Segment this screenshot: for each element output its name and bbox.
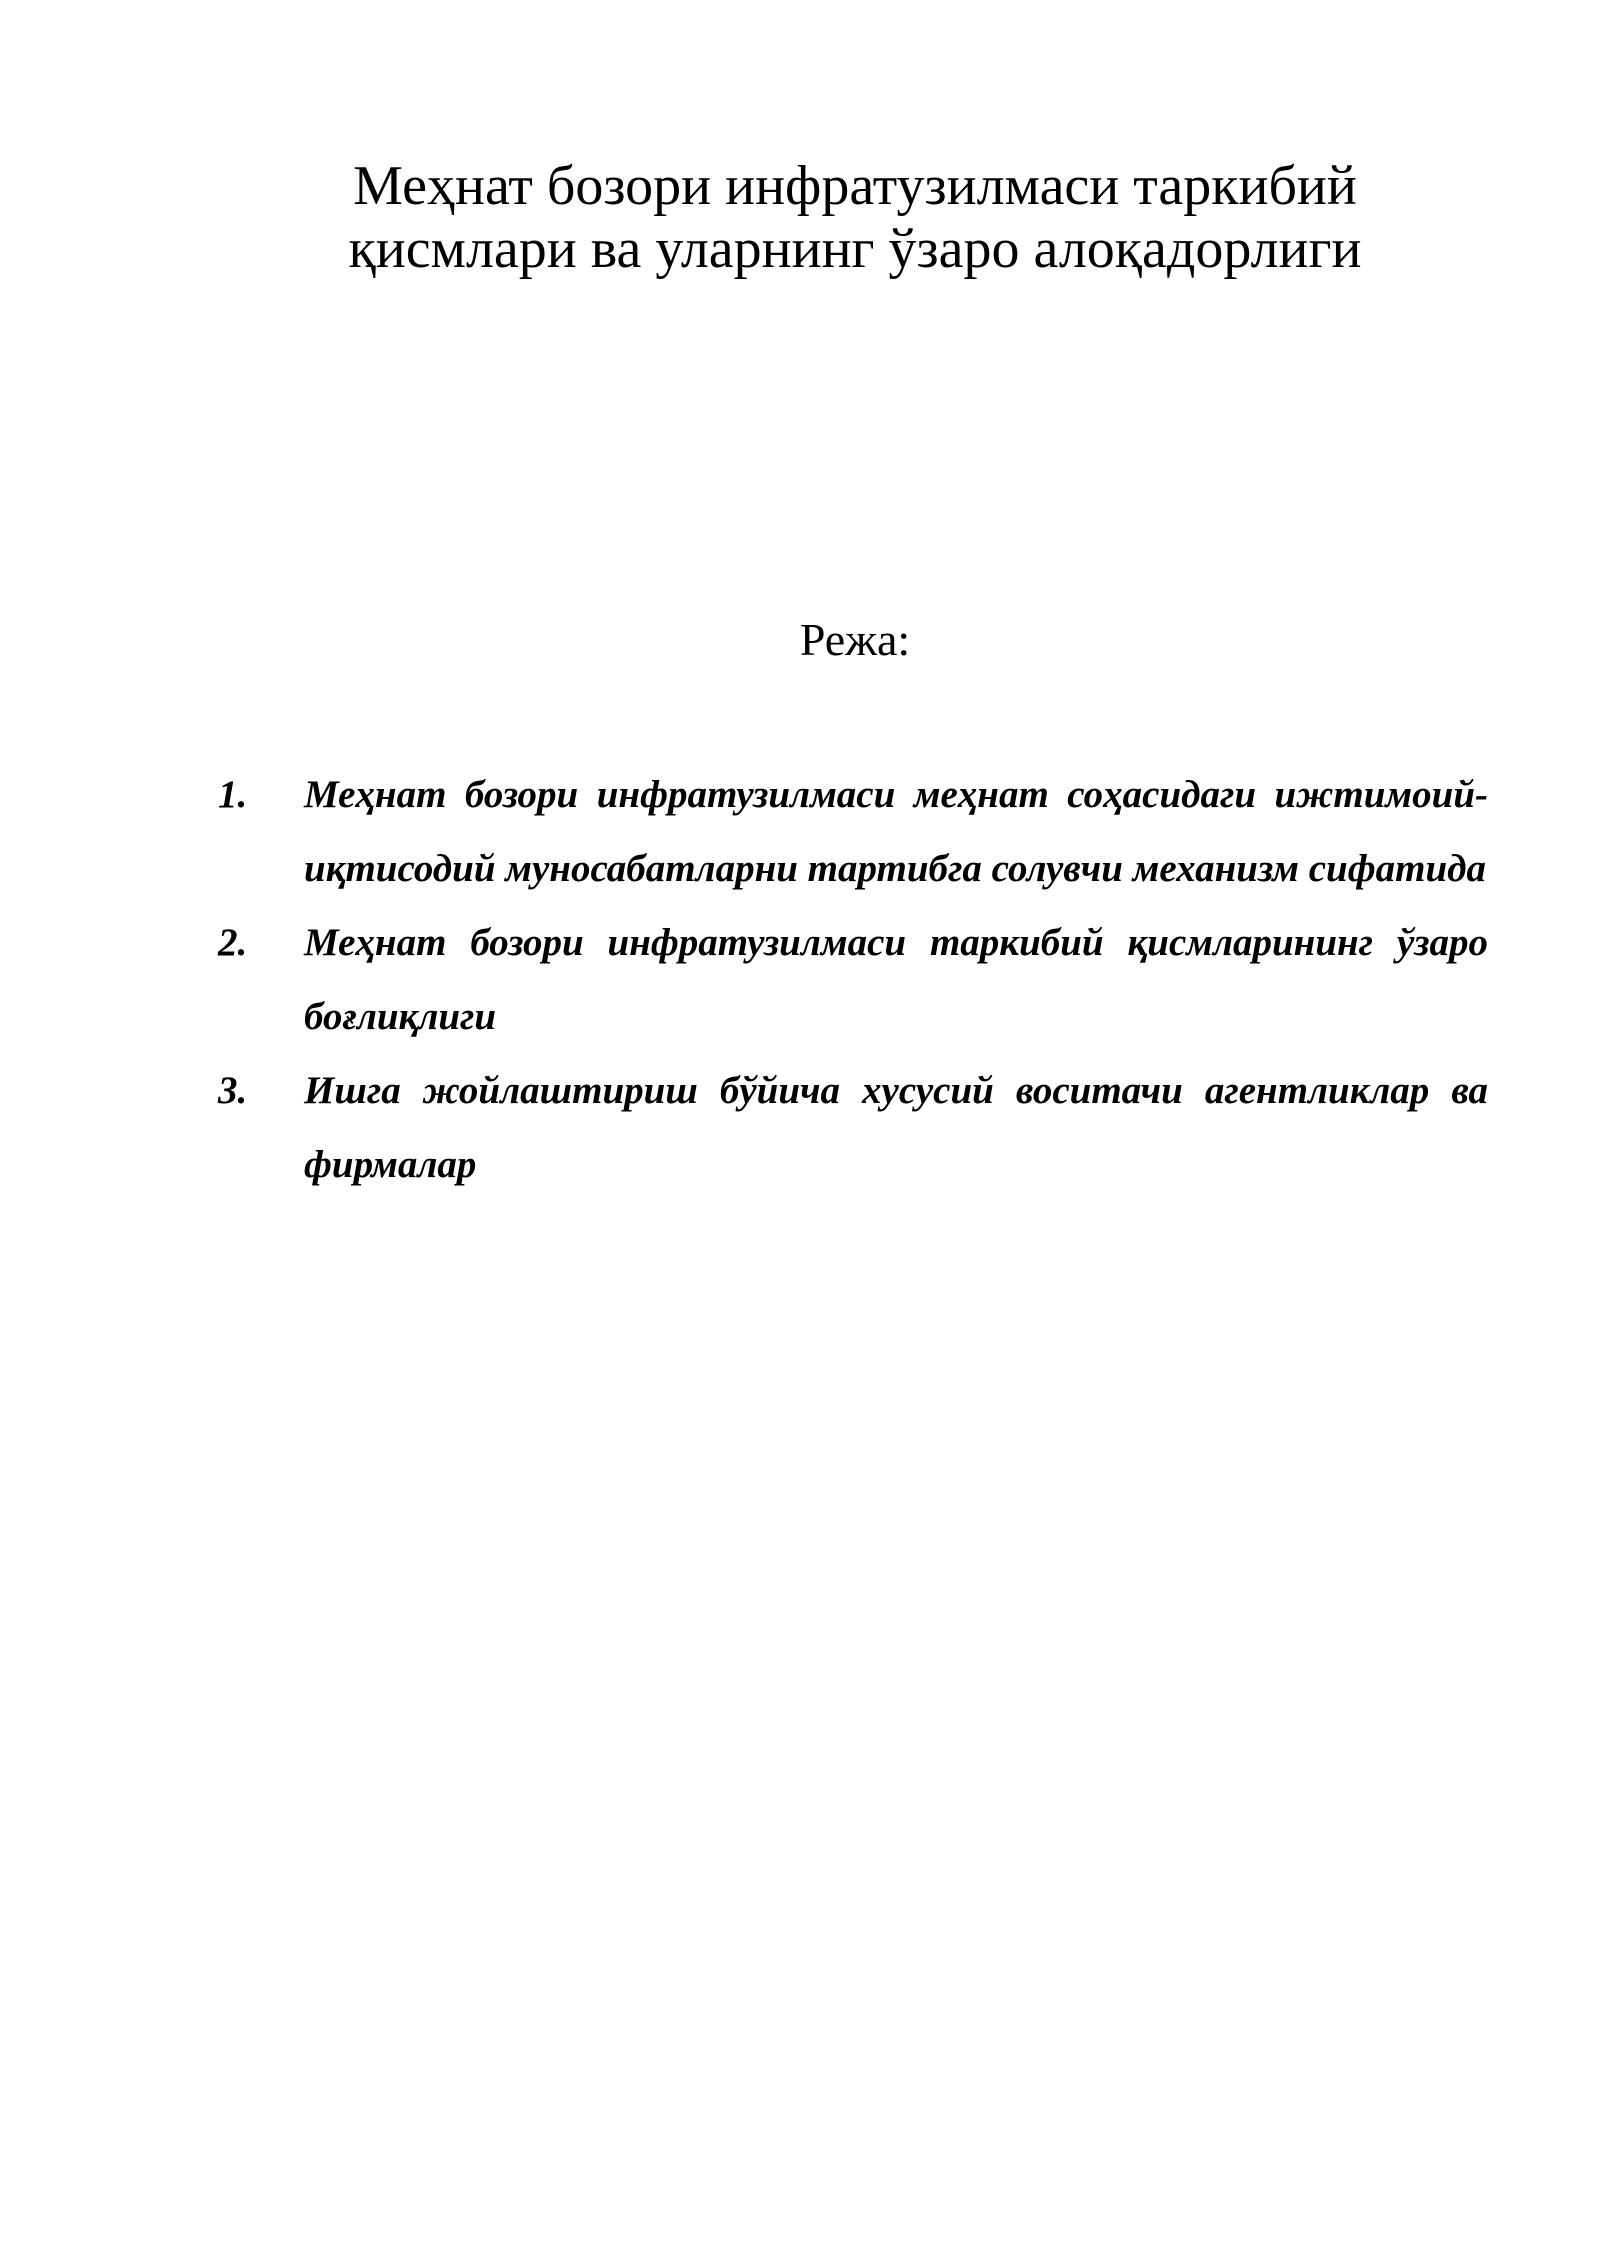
plan-item-number: 3. <box>218 1069 248 1112</box>
document-title <box>300 155 1410 280</box>
plan-item-text: Ишга жойлаштириш бўйича хусусий воситачи агентликлар ва фирмалар <box>304 1069 1488 1186</box>
plan-item-3 <box>218 1054 1488 1202</box>
plan-list <box>218 758 1488 1202</box>
plan-item-2 <box>218 906 1488 1054</box>
plan-item-text: Меҳнат бозори инфратузилмаси меҳнат соҳасидаги ижтимоий-иқтисодий муносабатларни тартибга солувчи механизм сифатида <box>304 773 1488 890</box>
plan-heading: Режа: <box>799 614 911 665</box>
plan-item-number: 2. <box>218 921 248 964</box>
plan-item-text: Меҳнат бозори инфратузилмаси таркибий қисмларининг ўзаро боғлиқлиги <box>304 921 1488 1038</box>
plan-item-number: 1. <box>218 773 248 816</box>
title-line-1: Меҳнат бозори инфратузилмаси таркибий <box>353 155 1357 217</box>
plan-item-1 <box>218 758 1488 906</box>
title-line-2: қисмлари ва уларнинг ўзаро алоқадорлиги <box>348 217 1362 280</box>
